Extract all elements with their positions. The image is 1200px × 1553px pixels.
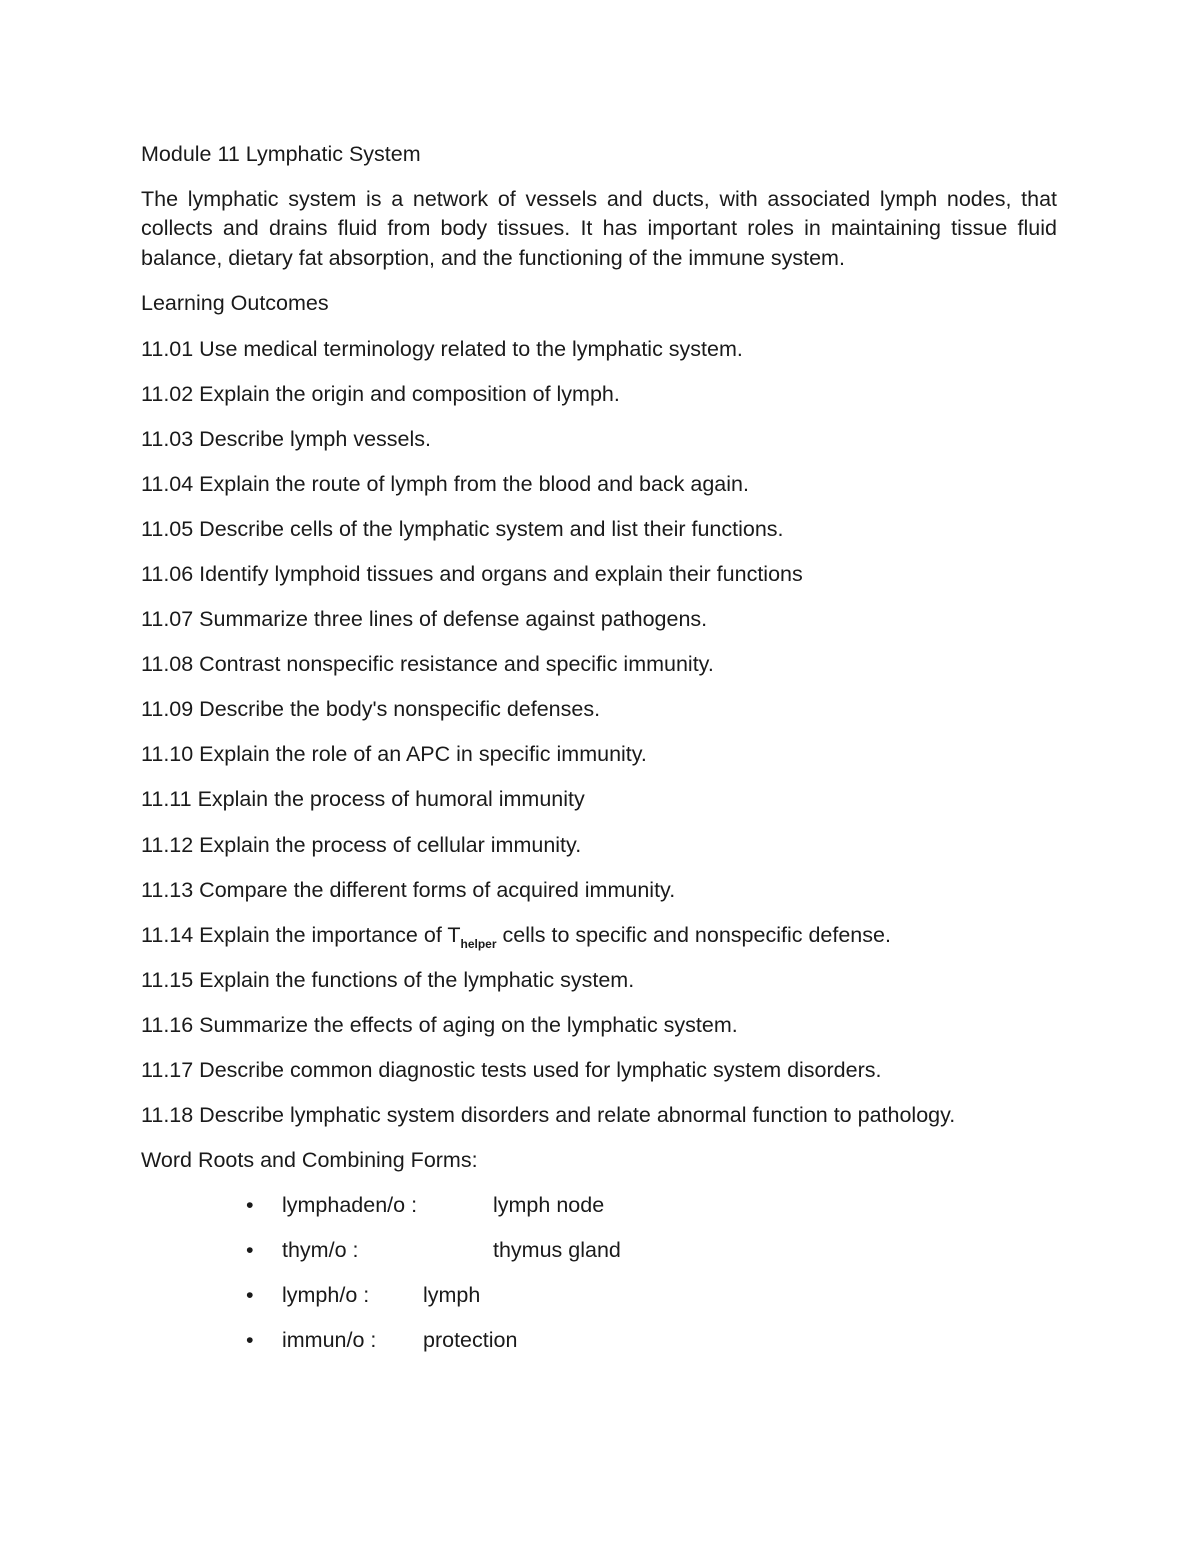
document-page (141, 140, 1057, 1371)
outcome-item: 11.02 Explain the origin and composition of lymph. (141, 381, 620, 406)
outcome-item: 11.06 Identify lymphoid tissues and organs and explain their functions (141, 561, 803, 586)
bullet-icon: • (246, 1327, 254, 1352)
outcome-item: 11.16 Summarize the effects of aging on the lymphatic system. (141, 1012, 738, 1037)
outcome-item: 11.01 Use medical terminology related to the lymphatic system. (141, 336, 743, 361)
outcome-item: 11.05 Describe cells of the lymphatic system and list their functions. (141, 516, 784, 541)
outcome-item: 11.13 Compare the different forms of acquired immunity. (141, 877, 676, 902)
root-meaning: protection (423, 1327, 518, 1352)
bullet-icon: • (246, 1282, 254, 1307)
outcome-item: 11.07 Summarize three lines of defense against pathogens. (141, 607, 708, 632)
outcome-item: 11.04 Explain the route of lymph from the blood and back again. (141, 471, 749, 496)
root-meaning: thymus gland (493, 1237, 621, 1262)
word-root-item (141, 1326, 1057, 1356)
learning-outcomes-heading: Learning Outcomes (141, 291, 329, 315)
root-term: immun/o : (282, 1327, 377, 1352)
root-term: thym/o : (282, 1237, 359, 1262)
root-meaning: lymph node (493, 1192, 605, 1217)
document-title: Module 11 Lymphatic System (141, 142, 421, 166)
word-roots-heading: Word Roots and Combining Forms: (141, 1148, 478, 1173)
learning-outcomes-list (141, 335, 1057, 1131)
outcome-item: 11.03 Describe lymph vessels. (141, 426, 431, 451)
intro-paragraph: The lymphatic system is a network of vessels and ducts, with associated lymph nodes, that collects and drains fluid from body tissues. It has important roles in maintaining tissue fluid balance, dietary fat absorption, and the functioning of the immune system. (141, 186, 1057, 270)
word-root-item (141, 1236, 1057, 1266)
outcome-text-before: 11.14 Explain the importance of T (141, 922, 461, 947)
root-meaning: lymph (423, 1282, 481, 1307)
bullet-icon: • (246, 1237, 254, 1262)
outcome-item: 11.09 Describe the body's nonspecific defenses. (141, 697, 601, 722)
root-term: lymphaden/o : (282, 1192, 418, 1217)
word-root-item (141, 1281, 1057, 1311)
outcome-item: 11.11 Explain the process of humoral immunity (141, 787, 585, 812)
word-roots-list (141, 1191, 1057, 1356)
bullet-icon: • (246, 1192, 254, 1217)
root-term: lymph/o : (282, 1282, 370, 1307)
outcome-item: 11.15 Explain the functions of the lymphatic system. (141, 967, 635, 992)
outcome-item: 11.18 Describe lymphatic system disorders and relate abnormal function to pathology. (141, 1103, 956, 1128)
word-root-item (141, 1191, 1057, 1221)
outcome-item: 11.08 Contrast nonspecific resistance and specific immunity. (141, 652, 714, 677)
outcome-item: 11.17 Describe common diagnostic tests used for lymphatic system disorders. (141, 1058, 882, 1082)
outcome-text-after: cells to specific and nonspecific defense. (496, 922, 891, 947)
outcome-item: 11.10 Explain the role of an APC in specific immunity. (141, 742, 647, 767)
outcome-item: 11.12 Explain the process of cellular immunity. (141, 832, 582, 857)
outcome-item-thelper (141, 921, 1057, 951)
helper-subscript: helper (460, 936, 497, 951)
